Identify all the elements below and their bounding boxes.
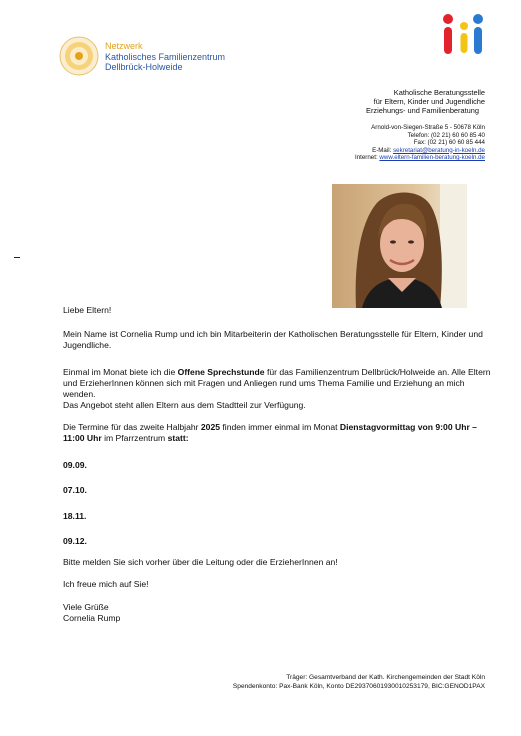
greeting: Liebe Eltern!: [63, 305, 112, 315]
logo-text: [105, 41, 225, 73]
address-internet-row: [355, 154, 485, 162]
dates-text-mid2: im Pfarrzentrum: [101, 433, 168, 444]
look-forward-line: Ich freue mich auf Sie!: [63, 579, 149, 589]
email-link[interactable]: sekretariat@beratung-in-koeln.de: [393, 146, 485, 154]
org-line-3: Erziehungs- und Familienberatung: [366, 106, 479, 115]
address-fax: Fax: (02 21) 60 60 85 444: [413, 139, 485, 146]
intro-paragraph: Mein Name ist Cornelia Rump und ich bin Mitarbeiterin der Katholischen Beratungsstelle für Eltern, Kinder und Jugendliche.: [63, 329, 483, 351]
dates-text-end: statt:: [167, 433, 189, 444]
address-street: Arnold-von-Siegen-Straße 5 - 50678 Köln: [371, 124, 485, 131]
page-margin-dash: [14, 257, 20, 258]
logo-line-district: Dellbrück-Holweide: [105, 62, 183, 72]
address-phone: Telefon: (02 21) 60 60 85 40: [407, 131, 485, 139]
internet-link[interactable]: www.eltern-familien-beratung-koeln.de: [379, 154, 485, 161]
date-item: 07.10.: [63, 485, 87, 495]
footer-bank-account: Spendenkonto: Pax-Bank Köln, Konto DE29370601930010253179, BIC:GENOD1PAX: [232, 683, 485, 690]
registration-note: Bitte melden Sie sich vorher über die Leitung oder die ErzieherInnen an!: [63, 557, 338, 567]
dates-text-start: Die Termine für das zweite Halbjahr: [63, 422, 201, 432]
offer-text-start: Einmal im Monat biete ich die: [63, 367, 178, 377]
date-item: 09.09.: [63, 460, 87, 470]
footer-sponsor: Träger: Gesamtverband der Kath. Kirchengemeinden der Stadt Köln: [286, 674, 485, 681]
dates-day-time: Dienstagvormittag von 9:00 Uhr – 11:00 Uhr: [63, 422, 477, 444]
logo-left: [59, 36, 239, 82]
address-block: [355, 124, 485, 162]
portrait-photo: [332, 184, 467, 308]
date-item: 09.12.: [63, 536, 87, 546]
offer-availability: Das Angebot steht allen Eltern aus dem Stadtteil zur Verfügung.: [63, 400, 306, 411]
dates-paragraph: [63, 422, 493, 444]
signature: Cornelia Rump: [63, 613, 121, 623]
internet-label: Internet:: [354, 154, 378, 161]
dates-text-mid: finden immer einmal im Monat: [220, 422, 340, 432]
offer-paragraph: [63, 367, 493, 411]
org-line-2: für Eltern, Kinder und Jugendliche: [373, 97, 485, 106]
dates-year: 2025: [200, 422, 221, 432]
address-email-row: [355, 147, 485, 155]
logo-line-network: Netzwerk: [105, 41, 143, 51]
organization-block: [366, 88, 485, 115]
family-figures-icon: [440, 10, 486, 58]
offer-text-end: für das Familienzentrum Dellbrück/Holweide an. Alle Eltern und ErzieherInnen können sich mit Fragen und Anliegen rund ums Thema Familie und Erziehung an mich wenden.: [63, 367, 491, 400]
date-item: 18.11.: [63, 511, 87, 521]
email-label: E-Mail:: [372, 146, 392, 154]
offer-highlight: Offene Sprechstunde: [177, 367, 265, 377]
family-center-seal-icon: [59, 36, 99, 76]
footer: [233, 673, 485, 691]
org-line-1: Katholische Beratungsstelle: [393, 88, 485, 97]
logo-line-center: Katholisches Familienzentrum: [105, 51, 226, 62]
closing: Viele Grüße: [63, 602, 109, 612]
